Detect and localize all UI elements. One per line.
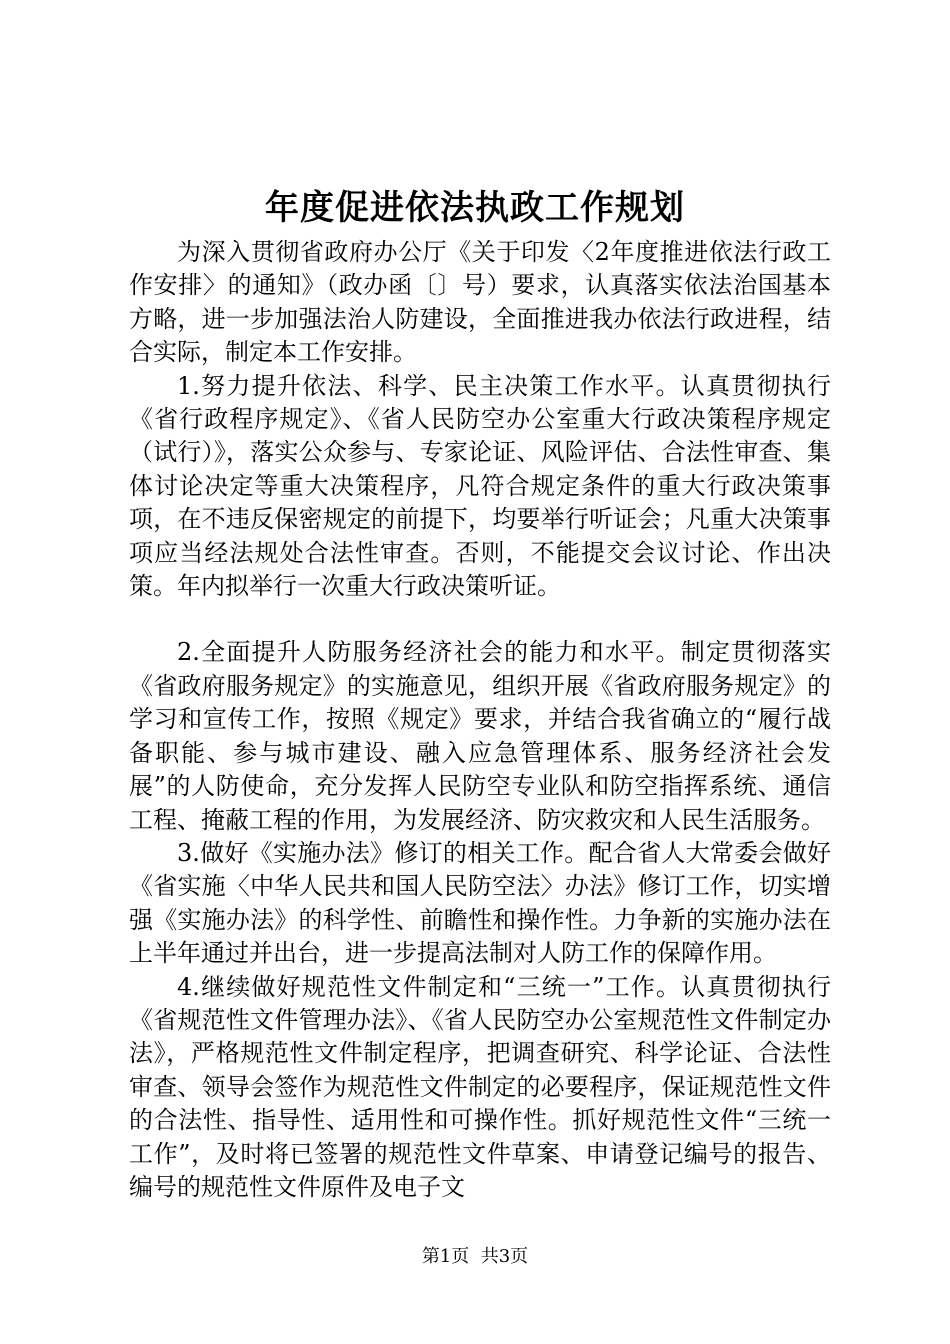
document-title: 年度促进依法执政工作规划 (265, 188, 685, 228)
document-body (129, 236, 831, 1204)
page-footer (0, 1244, 950, 1270)
page-number: 第1页 (421, 1246, 470, 1267)
paragraph-item-1: 1.努力提升依法、科学、民主决策工作水平。认真贯彻执行《省行政程序规定》、《省人民防空办公室重大行政决策程序规定（试行）》，落实公众参与、专家论证、风险评估、合法性审查、集体讨论决定等重大决策程序，凡符合规定条件的重大行政决策事项，在不违反保密规定的前提下，均要举行听证会；凡重大决策事项应当经法规处合法性审查。否则，不能提交会议讨论、作出决策。年内拟举行一次重大行政决策听证。 (129, 371, 831, 601)
paragraph-item-2: 2.全面提升人防服务经济社会的能力和水平。制定贯彻落实《省政府服务规定》的实施意见，组织开展《省政府服务规定》的学习和宣传工作，按照《规定》要求，并结合我省确立的“履行战备职能、参与城市建设、融入应急管理体系、服务经济社会发展”的人防使命，充分发挥人民防空专业队和防空指挥系统、通信工程、掩蔽工程的作用，为发展经济、防灾救灾和人民生活服务。 (129, 638, 831, 834)
footer-spacer (469, 1246, 480, 1267)
paragraph-item-4: 4.继续做好规范性文件制定和“三统一”工作。认真贯彻执行《省规范性文件管理办法》、《省人民防空办公室规范性文件制定办法》，严格规范性文件制定程序，把调查研究、科学论证、合法性审查、领导会签作为规范性文件制定的必要程序，保证规范性文件的合法性、指导性、适用性和可操作性。抓好规范性文件“三统一工作”，及时将已签署的规范性文件草案、申请登记编号的报告、编号的规范性文件原件及电子文 (129, 972, 831, 1201)
paragraph-item-3: 3.做好《实施办法》修订的相关工作。配合省人大常委会做好《省实施〈中华人民共和国人民防空法〉办法》修订工作，切实增强《实施办法》的科学性、前瞻性和操作性。力争新的实施办法在上半年通过并出台，进一步提高法制对人防工作的保障作用。 (129, 838, 831, 968)
page-total: 共3页 (480, 1246, 529, 1267)
paragraph-intro: 为深入贯彻省政府办公厅《关于印发〈2年度推进依法行政工作安排〉的通知》（政办函〔〕号）要求，认真落实依法治国基本方略，进一步加强法治人防建设，全面推进我办依法行政进程，结合实际，制定本工作安排。 (129, 238, 831, 367)
